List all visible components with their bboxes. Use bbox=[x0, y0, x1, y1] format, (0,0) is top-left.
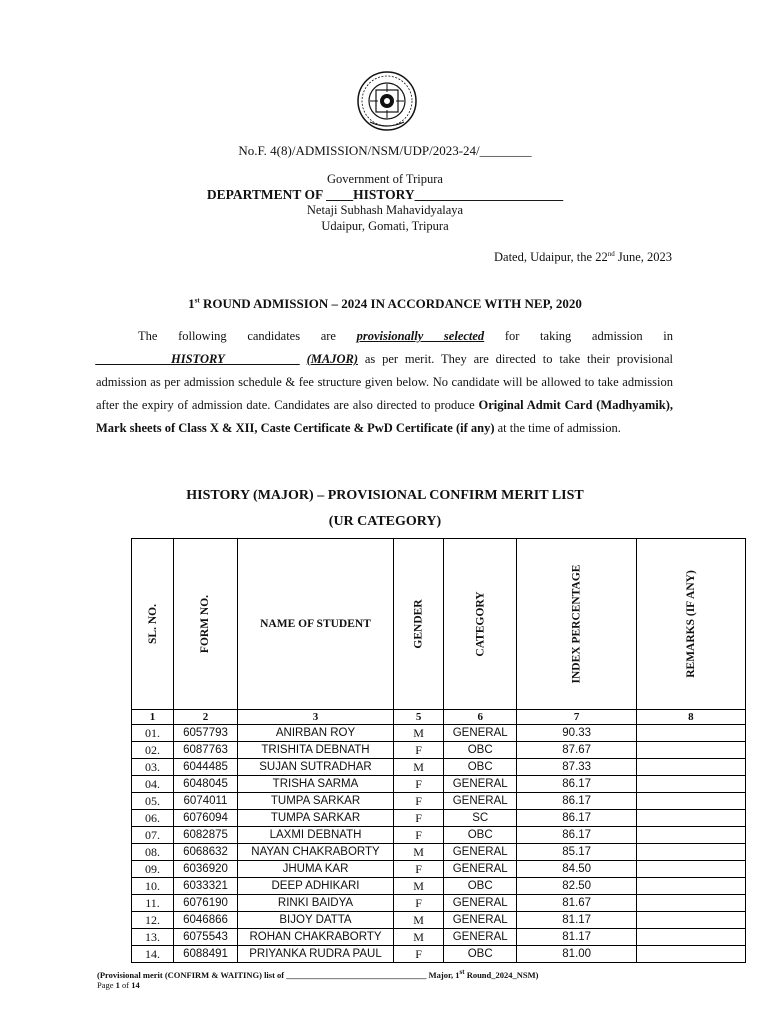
cell-gender: M bbox=[394, 929, 444, 946]
cell-student-name: RINKI BAIDYA bbox=[238, 895, 394, 912]
round-heading: 1st ROUND ADMISSION – 2024 IN ACCORDANCE WITH NEP, 2020 bbox=[188, 296, 582, 311]
cell-sl-no: 14. bbox=[132, 946, 174, 963]
cell-index-percentage: 86.17 bbox=[517, 827, 637, 844]
merit-list-category: (UR CATEGORY) bbox=[328, 514, 442, 529]
cell-sl-no: 06. bbox=[132, 810, 174, 827]
cell-gender: M bbox=[394, 725, 444, 742]
cell-remarks bbox=[637, 759, 746, 776]
page-footer: (Provisional merit (CONFIRM & WAITING) list of _________________________________ Major, 1st Round_2024_NSM) bbox=[97, 968, 539, 980]
cell-form-no: 6057793 bbox=[174, 725, 238, 742]
cell-sl-no: 04. bbox=[132, 776, 174, 793]
cell-category: OBC bbox=[444, 742, 517, 759]
table-row bbox=[132, 929, 746, 946]
cell-category: GENERAL bbox=[444, 793, 517, 810]
college-name: Netaji Subhash Mahavidyalaya bbox=[306, 203, 464, 217]
table-row bbox=[132, 844, 746, 861]
cell-category: GENERAL bbox=[444, 861, 517, 878]
cell-student-name: LAXMI DEBNATH bbox=[238, 827, 394, 844]
col-number: 3 bbox=[238, 710, 394, 725]
cell-gender: M bbox=[394, 912, 444, 929]
cell-index-percentage: 90.33 bbox=[517, 725, 637, 742]
cell-category: GENERAL bbox=[444, 776, 517, 793]
cell-sl-no: 08. bbox=[132, 844, 174, 861]
cell-remarks bbox=[637, 929, 746, 946]
table-header-row bbox=[132, 539, 746, 710]
table-row bbox=[132, 878, 746, 895]
col-number: 8 bbox=[637, 710, 746, 725]
college-seal-logo bbox=[356, 70, 418, 132]
cell-student-name: TUMPA SARKAR bbox=[238, 793, 394, 810]
cell-index-percentage: 81.67 bbox=[517, 895, 637, 912]
cell-index-percentage: 86.17 bbox=[517, 776, 637, 793]
table-row bbox=[132, 742, 746, 759]
cell-gender: F bbox=[394, 827, 444, 844]
cell-form-no: 6048045 bbox=[174, 776, 238, 793]
cell-form-no: 6033321 bbox=[174, 878, 238, 895]
merit-list-title: HISTORY (MAJOR) – PROVISIONAL CONFIRM MERIT LIST bbox=[186, 488, 584, 503]
header-index-percentage: INDEX PERCENTAGE bbox=[517, 539, 637, 710]
col-number: 1 bbox=[132, 710, 174, 725]
cell-student-name: SUJAN SUTRADHAR bbox=[238, 759, 394, 776]
cell-student-name: BIJOY DATTA bbox=[238, 912, 394, 929]
cell-gender: M bbox=[394, 844, 444, 861]
header-form-no: FORM NO. bbox=[174, 539, 238, 710]
col-number: 7 bbox=[517, 710, 637, 725]
cell-sl-no: 03. bbox=[132, 759, 174, 776]
cell-student-name: NAYAN CHAKRABORTY bbox=[238, 844, 394, 861]
cell-category: GENERAL bbox=[444, 895, 517, 912]
cell-sl-no: 07. bbox=[132, 827, 174, 844]
table-row bbox=[132, 725, 746, 742]
cell-category: GENERAL bbox=[444, 912, 517, 929]
cell-remarks bbox=[637, 861, 746, 878]
header-student-name: NAME OF STUDENT bbox=[238, 539, 394, 710]
merit-table-body bbox=[132, 725, 746, 963]
col-number: 6 bbox=[444, 710, 517, 725]
cell-remarks bbox=[637, 827, 746, 844]
cell-student-name: DEEP ADHIKARI bbox=[238, 878, 394, 895]
cell-category: GENERAL bbox=[444, 844, 517, 861]
cell-remarks bbox=[637, 793, 746, 810]
table-row bbox=[132, 759, 746, 776]
department-name: DEPARTMENT OF ____HISTORY______________________ bbox=[206, 187, 564, 202]
cell-gender: F bbox=[394, 895, 444, 912]
cell-gender: F bbox=[394, 946, 444, 963]
table-row bbox=[132, 895, 746, 912]
header-remarks: REMARKS (IF ANY) bbox=[637, 539, 746, 710]
cell-form-no: 6046866 bbox=[174, 912, 238, 929]
government-name: Government of Tripura bbox=[327, 172, 443, 186]
cell-index-percentage: 81.17 bbox=[517, 929, 637, 946]
cell-gender: F bbox=[394, 776, 444, 793]
cell-remarks bbox=[637, 776, 746, 793]
cell-student-name: PRIYANKA RUDRA PAUL bbox=[238, 946, 394, 963]
column-number-row bbox=[132, 710, 746, 725]
cell-index-percentage: 84.50 bbox=[517, 861, 637, 878]
college-address: Udaipur, Gomati, Tripura bbox=[321, 219, 449, 233]
table-row bbox=[132, 861, 746, 878]
cell-index-percentage: 86.17 bbox=[517, 793, 637, 810]
cell-sl-no: 09. bbox=[132, 861, 174, 878]
cell-index-percentage: 86.17 bbox=[517, 810, 637, 827]
cell-form-no: 6082875 bbox=[174, 827, 238, 844]
cell-student-name: ANIRBAN ROY bbox=[238, 725, 394, 742]
cell-form-no: 6088491 bbox=[174, 946, 238, 963]
cell-student-name: ROHAN CHAKRABORTY bbox=[238, 929, 394, 946]
cell-remarks bbox=[637, 742, 746, 759]
cell-student-name: TUMPA SARKAR bbox=[238, 810, 394, 827]
table-row bbox=[132, 776, 746, 793]
cell-category: OBC bbox=[444, 759, 517, 776]
col-number: 5 bbox=[394, 710, 444, 725]
cell-form-no: 6074011 bbox=[174, 793, 238, 810]
table-row bbox=[132, 827, 746, 844]
cell-form-no: 6075543 bbox=[174, 929, 238, 946]
cell-sl-no: 10. bbox=[132, 878, 174, 895]
header-sl-no: SL. NO. bbox=[132, 539, 174, 710]
cell-form-no: 6076190 bbox=[174, 895, 238, 912]
cell-remarks bbox=[637, 895, 746, 912]
cell-remarks bbox=[637, 878, 746, 895]
cell-form-no: 6087763 bbox=[174, 742, 238, 759]
cell-index-percentage: 85.17 bbox=[517, 844, 637, 861]
header-category: CATEGORY bbox=[444, 539, 517, 710]
cell-sl-no: 11. bbox=[132, 895, 174, 912]
cell-gender: F bbox=[394, 810, 444, 827]
cell-index-percentage: 81.00 bbox=[517, 946, 637, 963]
page-number: Page 1 of 14 bbox=[97, 980, 140, 990]
cell-category: OBC bbox=[444, 946, 517, 963]
cell-gender: M bbox=[394, 759, 444, 776]
cell-form-no: 6036920 bbox=[174, 861, 238, 878]
cell-index-percentage: 81.17 bbox=[517, 912, 637, 929]
cell-student-name: JHUMA KAR bbox=[238, 861, 394, 878]
cell-index-percentage: 87.67 bbox=[517, 742, 637, 759]
cell-form-no: 6068632 bbox=[174, 844, 238, 861]
header-gender: GENDER bbox=[394, 539, 444, 710]
cell-gender: F bbox=[394, 861, 444, 878]
cell-category: OBC bbox=[444, 878, 517, 895]
col-number: 2 bbox=[174, 710, 238, 725]
cell-sl-no: 01. bbox=[132, 725, 174, 742]
notice-paragraph: The following candidates are provisionally selected for taking admission in ____________HISTORY____________ (MAJOR) as per merit. They are directed to take their provisional admission as per admission schedule & fee structure given below. No candidate will be allowed to take admission after the expiry of admission date. Candidates are also directed to produce Original Admit Card (Madhyamik), Mark sheets of Class X & XII, Caste Certificate & PwD Certificate (if any) at the time of admission. bbox=[96, 329, 674, 435]
cell-remarks bbox=[637, 946, 746, 963]
cell-form-no: 6076094 bbox=[174, 810, 238, 827]
cell-gender: F bbox=[394, 793, 444, 810]
date-line: Dated, Udaipur, the 22nd June, 2023 bbox=[494, 250, 672, 265]
cell-sl-no: 12. bbox=[132, 912, 174, 929]
table-row bbox=[132, 912, 746, 929]
cell-remarks bbox=[637, 844, 746, 861]
cell-index-percentage: 87.33 bbox=[517, 759, 637, 776]
cell-remarks bbox=[637, 912, 746, 929]
cell-category: SC bbox=[444, 810, 517, 827]
cell-gender: F bbox=[394, 742, 444, 759]
cell-form-no: 6044485 bbox=[174, 759, 238, 776]
cell-gender: M bbox=[394, 878, 444, 895]
table-row bbox=[132, 946, 746, 963]
cell-student-name: TRISHITA DEBNATH bbox=[238, 742, 394, 759]
reference-number: No.F. 4(8)/ADMISSION/NSM/UDP/2023-24/________ bbox=[238, 143, 532, 158]
cell-student-name: TRISHA SARMA bbox=[238, 776, 394, 793]
table-row bbox=[132, 793, 746, 810]
cell-sl-no: 02. bbox=[132, 742, 174, 759]
cell-sl-no: 05. bbox=[132, 793, 174, 810]
cell-category: OBC bbox=[444, 827, 517, 844]
cell-category: GENERAL bbox=[444, 725, 517, 742]
cell-remarks bbox=[637, 810, 746, 827]
cell-category: GENERAL bbox=[444, 929, 517, 946]
cell-sl-no: 13. bbox=[132, 929, 174, 946]
cell-remarks bbox=[637, 725, 746, 742]
merit-table bbox=[131, 538, 746, 963]
table-row bbox=[132, 810, 746, 827]
cell-index-percentage: 82.50 bbox=[517, 878, 637, 895]
